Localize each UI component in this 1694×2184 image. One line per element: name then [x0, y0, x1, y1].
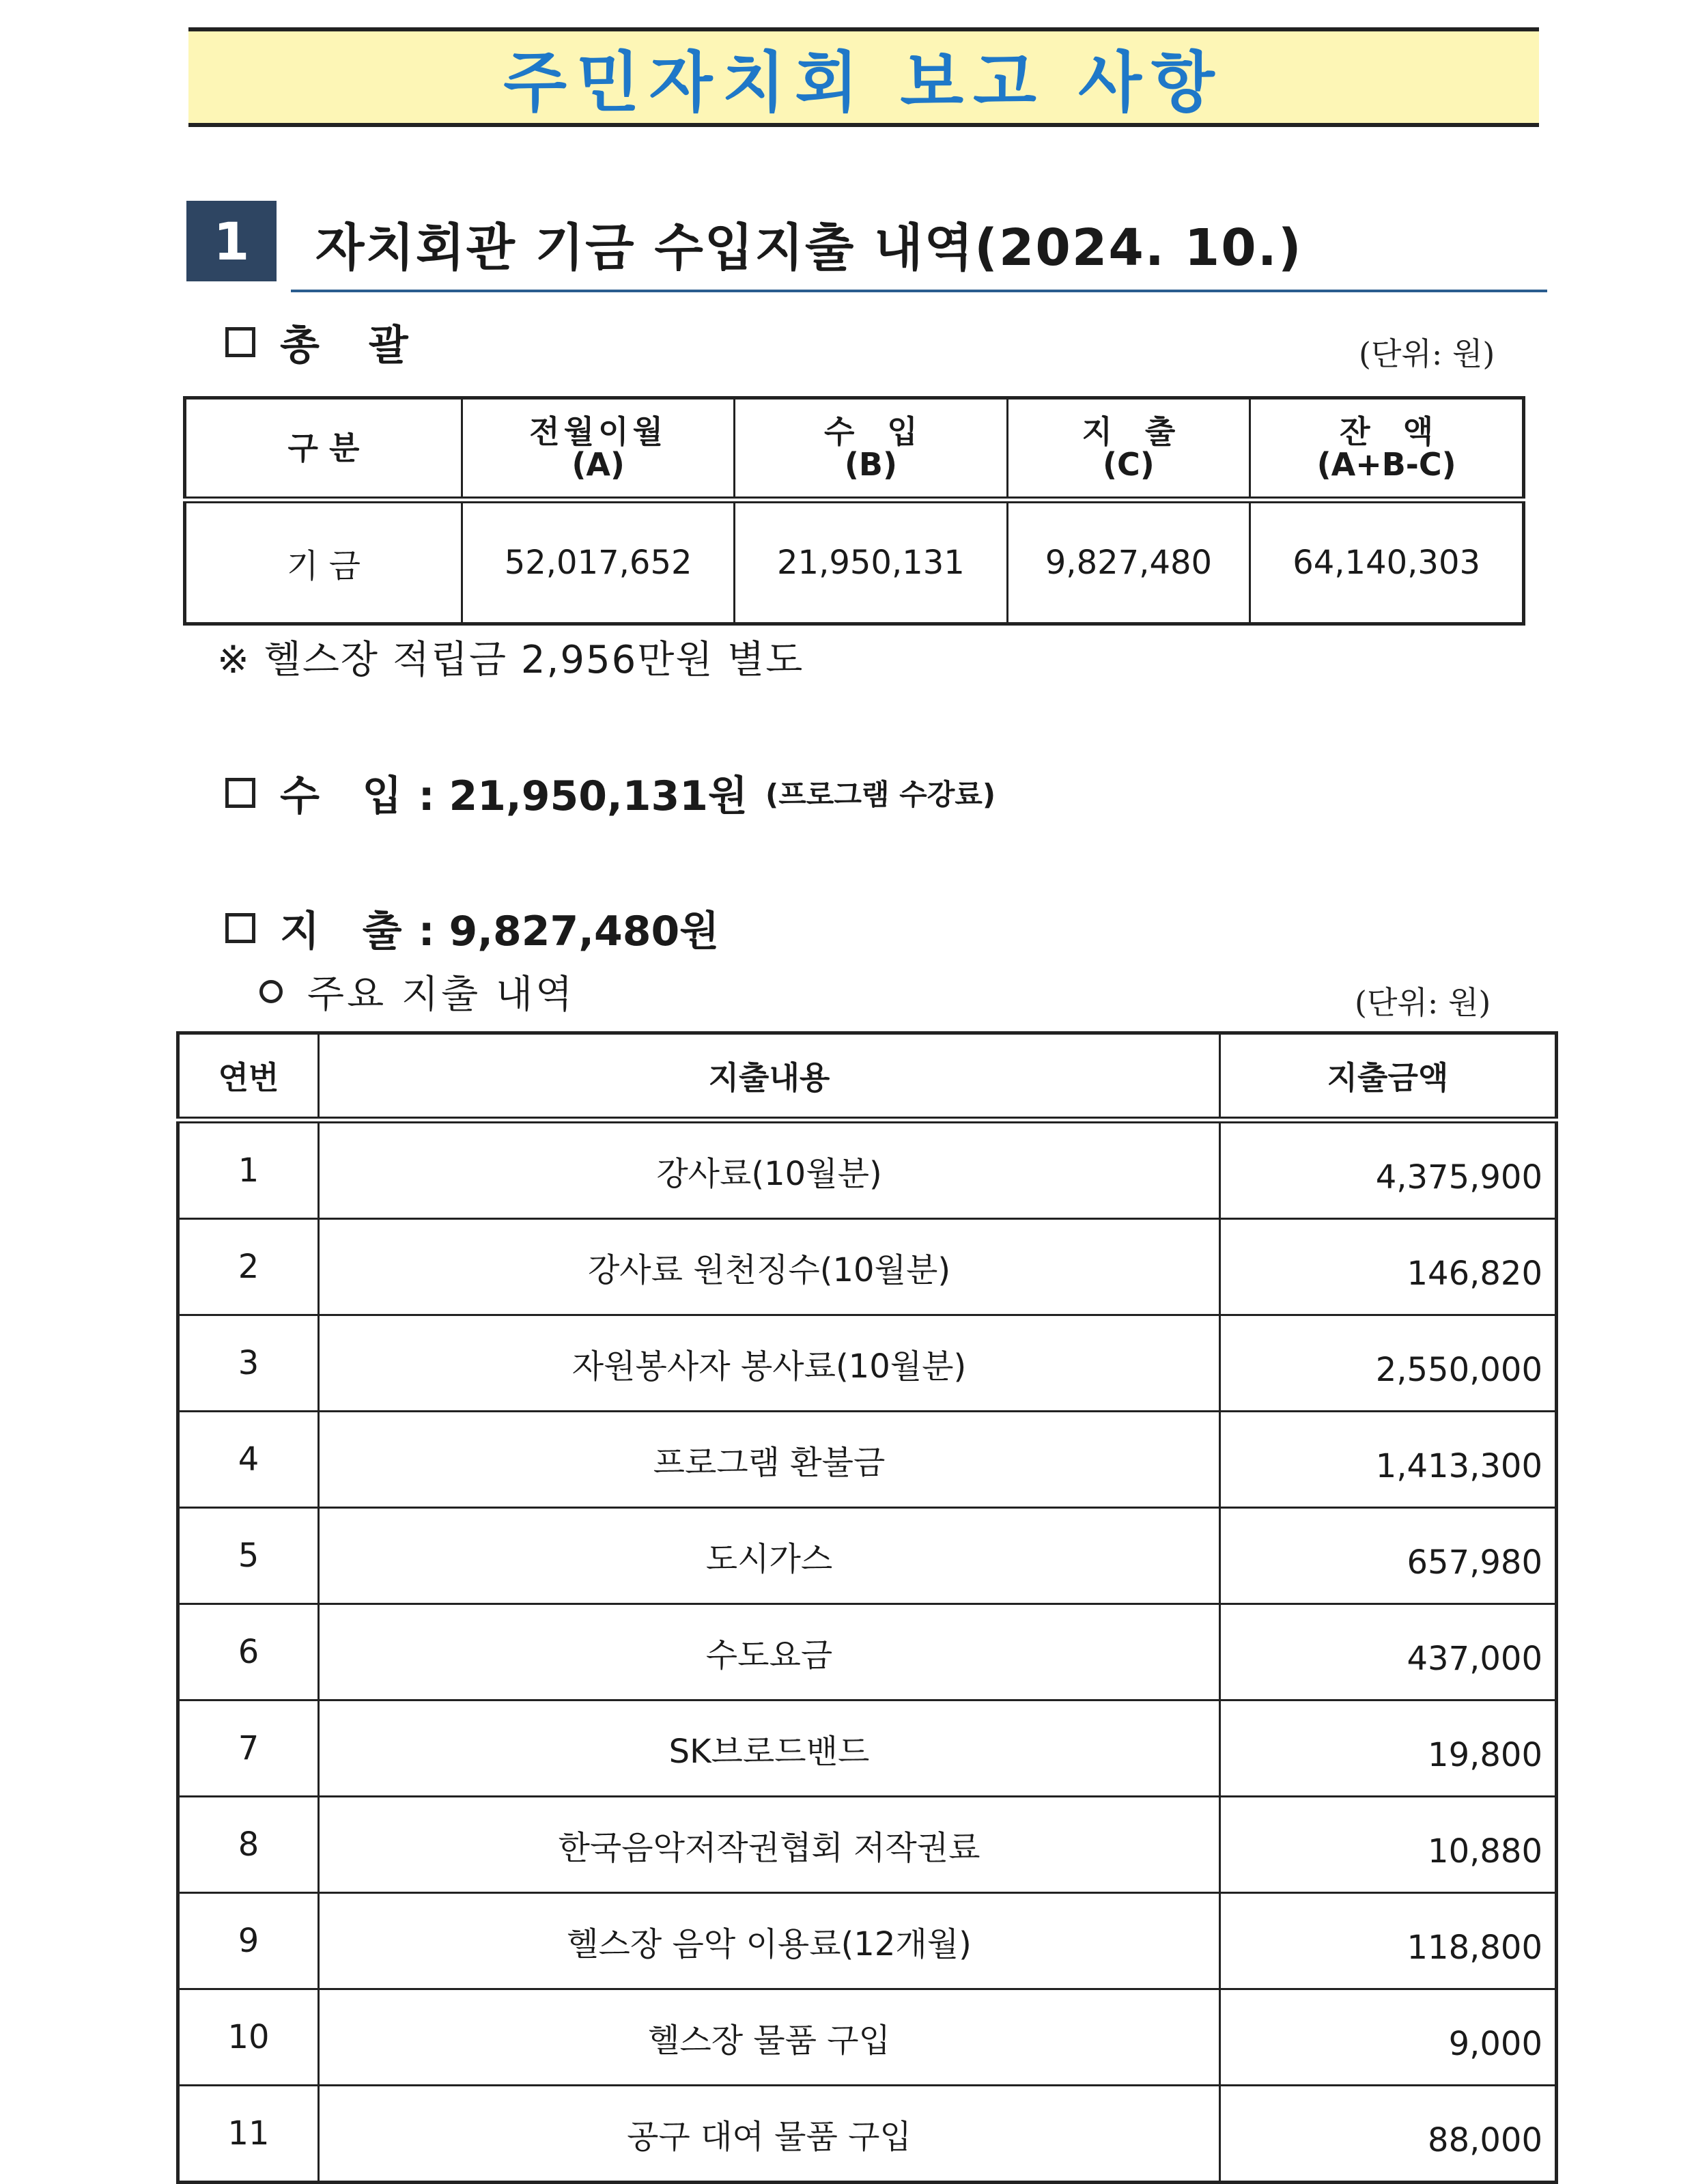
- table-row: [178, 1412, 1557, 1508]
- expense-cell-amount: 4,375,900: [1220, 1120, 1557, 1219]
- expense-cell-amount: 19,800: [1220, 1700, 1557, 1797]
- summary-row-fund: [185, 500, 1524, 624]
- expense-cell-amount: 9,000: [1220, 1989, 1557, 2086]
- summary-heading-label: 총 괄: [280, 322, 415, 369]
- expense-cell-description: 헬스장 물품 구입: [319, 1989, 1220, 2086]
- expense-col-amount: 지출금액: [1220, 1033, 1557, 1121]
- expense-cell-amount: 1,413,300: [1220, 1412, 1557, 1508]
- expense-cell-description: 자원봉사자 봉사료(10월분): [319, 1315, 1220, 1412]
- expense-cell-number: 8: [178, 1797, 319, 1893]
- summary-cell-balance: 64,140,303: [1250, 500, 1524, 624]
- summary-cell-expense: 9,827,480: [1007, 500, 1250, 624]
- expense-cell-description: 도시가스: [319, 1508, 1220, 1604]
- expense-col-number: 연번: [178, 1033, 319, 1121]
- expense-cell-description: 한국음악저작권협회 저작권료: [319, 1797, 1220, 1893]
- table-row: [178, 1120, 1557, 1219]
- income-heading: [225, 764, 996, 822]
- summary-col-income: 수 입 (B): [735, 398, 1007, 501]
- expense-cell-description: 프로그램 환불금: [319, 1412, 1220, 1508]
- expense-cell-description: 강사료(10월분): [319, 1120, 1220, 1219]
- circle-bullet-icon: [259, 980, 283, 1003]
- summary-col-expense: 지 출 (C): [1007, 398, 1250, 501]
- expense-cell-number: 7: [178, 1700, 319, 1797]
- expense-value: : 9,827,480원: [418, 908, 720, 955]
- income-detail: (프로그램 수강료): [765, 778, 996, 811]
- square-bullet-icon: [225, 913, 255, 943]
- expense-cell-number: 5: [178, 1508, 319, 1604]
- summary-cell-income: 21,950,131: [735, 500, 1007, 624]
- summary-col-category: 구 분: [185, 398, 462, 501]
- expense-cell-description: 수도요금: [319, 1604, 1220, 1700]
- expense-cell-number: 10: [178, 1989, 319, 2086]
- expense-cell-number: 9: [178, 1893, 319, 1989]
- summary-unit: (단위: 원): [1359, 335, 1495, 372]
- expense-cell-number: 3: [178, 1315, 319, 1412]
- table-row: [178, 1893, 1557, 1989]
- expense-cell-amount: 10,880: [1220, 1797, 1557, 1893]
- summary-cell-category: 기 금: [185, 500, 462, 624]
- expense-cell-amount: 657,980: [1220, 1508, 1557, 1604]
- expense-cell-number: 1: [178, 1120, 319, 1219]
- expense-subheading: [259, 964, 575, 1019]
- table-row: [178, 1508, 1557, 1604]
- expense-heading: [225, 899, 719, 957]
- expense-cell-number: 6: [178, 1604, 319, 1700]
- summary-header-row: [185, 398, 1524, 501]
- summary-note: ※ 헬스장 적립금 2,956만원 별도: [217, 638, 804, 682]
- table-row: [178, 1989, 1557, 2086]
- expense-table: [176, 1031, 1558, 2184]
- summary-table: [183, 396, 1525, 626]
- table-row: [178, 1797, 1557, 1893]
- section-number: 1: [186, 201, 277, 281]
- table-row: [178, 1219, 1557, 1315]
- expense-unit: (단위: 원): [1355, 984, 1491, 1021]
- expense-cell-amount: 88,000: [1220, 2086, 1557, 2183]
- square-bullet-icon: [225, 327, 255, 357]
- page-title: 주민자치회 보고 사항: [503, 44, 1224, 121]
- expense-cell-description: 강사료 원천징수(10월분): [319, 1219, 1220, 1315]
- table-row: [178, 1315, 1557, 1412]
- expense-cell-amount: 146,820: [1220, 1219, 1557, 1315]
- expense-subheading-label: 주요 지출 내역: [307, 972, 576, 1017]
- expense-cell-number: 2: [178, 1219, 319, 1315]
- section-title: 자치회관 기금 수입지출 내역(2024. 10.): [315, 219, 1303, 277]
- expense-header-row: [178, 1033, 1557, 1121]
- summary-col-balance: 잔 액 (A+B-C): [1250, 398, 1524, 501]
- table-row: [178, 1700, 1557, 1797]
- title-banner: [188, 27, 1539, 127]
- table-row: [178, 1604, 1557, 1700]
- summary-col-carryover: 전월이월 (A): [462, 398, 735, 501]
- expense-cell-amount: 2,550,000: [1220, 1315, 1557, 1412]
- income-value: : 21,950,131원: [418, 772, 748, 820]
- table-row: [178, 2086, 1557, 2183]
- income-label: 수 입: [280, 772, 402, 820]
- expense-col-description: 지출내용: [319, 1033, 1220, 1121]
- section-underline: [291, 290, 1547, 292]
- square-bullet-icon: [225, 778, 255, 808]
- expense-label: 지 출: [280, 908, 402, 955]
- summary-heading: [225, 313, 415, 372]
- summary-cell-carryover: 52,017,652: [462, 500, 735, 624]
- expense-cell-amount: 437,000: [1220, 1604, 1557, 1700]
- expense-cell-amount: 118,800: [1220, 1893, 1557, 1989]
- expense-cell-description: 공구 대여 물품 구입: [319, 2086, 1220, 2183]
- expense-cell-number: 11: [178, 2086, 319, 2183]
- expense-cell-number: 4: [178, 1412, 319, 1508]
- expense-cell-description: 헬스장 음악 이용료(12개월): [319, 1893, 1220, 1989]
- expense-cell-description: SK브로드밴드: [319, 1700, 1220, 1797]
